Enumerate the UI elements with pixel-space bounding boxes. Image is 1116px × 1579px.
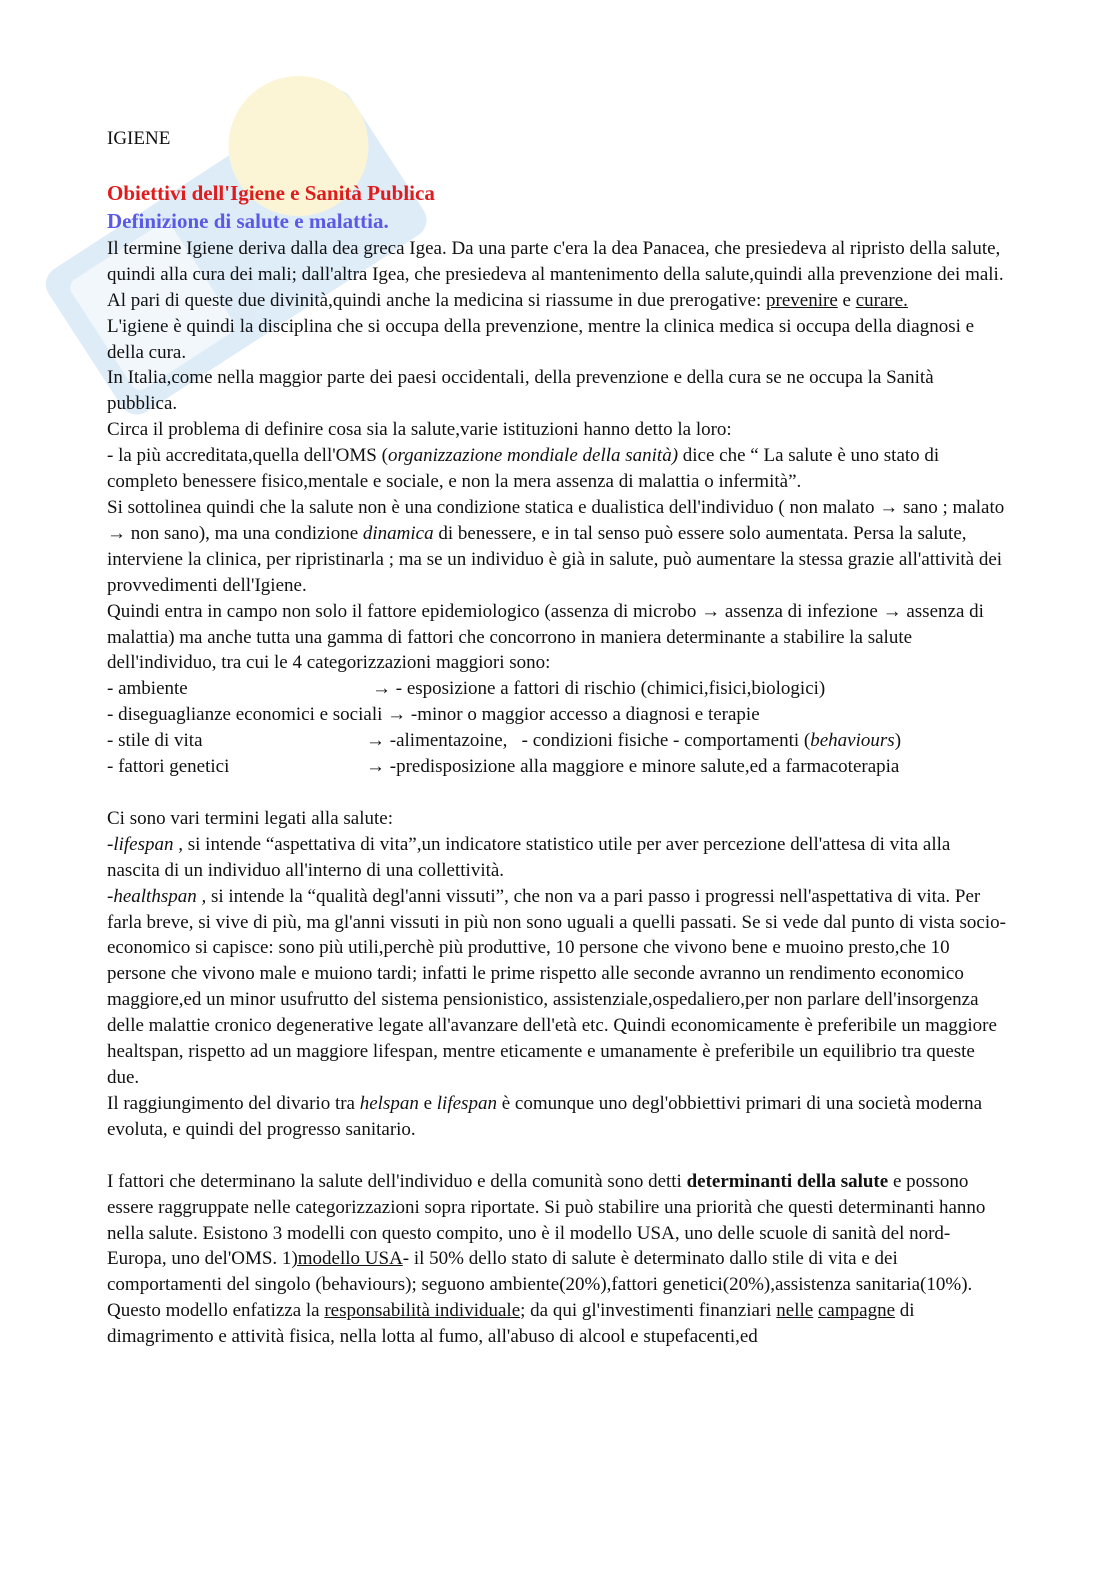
italic-helspan: helspan	[359, 1092, 419, 1114]
italic-oms: organizzazione mondiale della sanità)	[387, 445, 679, 467]
text: e	[418, 1092, 437, 1114]
factor-effect	[366, 728, 901, 754]
document-label: IGIENE	[107, 128, 171, 149]
text: di dimagrimento e attività fisica, nella lotta al fumo, all'abuso di alcool e stupefacenti,ed	[107, 1300, 915, 1348]
paragraph-igiene: L'igiene è quindi la disciplina che si occupa della prevenzione, mentre la clinica medica si occupa della diagnosi e della cura.	[107, 315, 975, 363]
factor-effect: → -predisposizione alla maggiore e minore salute,ed a farmacoterapia	[366, 756, 900, 778]
spacer	[107, 780, 1007, 806]
text: → -alimentazoine, - condizioni fisiche - comportamenti (	[366, 730, 811, 752]
text: )	[894, 730, 902, 752]
factor-row	[107, 754, 1007, 780]
factor-effect: → - esposizione a fattori di rischio (chimici,fisici,biologici)	[372, 678, 826, 700]
factor-name: - ambiente	[107, 678, 188, 700]
factor-row	[107, 728, 1007, 754]
paragraph-determinanti	[107, 1169, 1007, 1350]
paragraph-fattori: Quindi entra in campo non solo il fattore epidemiologico (assenza di microbo → assenza di infezione → assenza di malattia) ma anche tutta una gamma di fattori che concorrono in maniera determinante a stabilire la salute dell'individuo, tra cui le 4 categorizzazioni maggiori sono:	[107, 600, 984, 674]
text: si intende la “qualità degl'anni vissuti”, che non va a pari passo i progressi nell'aspettativa di vita. Per farla breve, si vive di più, ma gl'anni vissuti in più non sono uguali a quelli passati. Se si vede dal punto di vista socio-economico si capisce: sono più utili,perchè più produttive, 10 persone che vivono bene e muoino presto,che 10 persone che vivono male e muiono tardi; infatti le prime rispetto alle seconde avranno un rendimento economico maggiore,ed un minor usufrutto del sistema pensionistico, assistenziale,ospedaliero,per non parlare dell'insorgenza delle malattie cronico degenerative legate all'avanzare dell'età etc. Quindi economicamente è preferibile un maggiore healtspan, rispetto ad un maggiore lifespan, mentre eticamente e umanamente è preferibile un equilibrio tra queste due.	[107, 885, 1006, 1088]
factor-name: - fattori genetici	[107, 756, 230, 778]
paragraph-definizione: Circa il problema di definire cosa sia la salute,varie istituzioni hanno detto la loro:	[107, 419, 732, 441]
italic-behaviours: behaviours	[810, 730, 895, 752]
paragraph-lifespan	[107, 832, 1007, 884]
factor-name: - diseguaglianze economici e sociali	[107, 704, 388, 726]
text: si intende “aspettativa di vita”,un indicatore statistico utile per aver percezione dell'attesa di vita alla nascita di un individuo all'interno di una collettività.	[107, 833, 951, 881]
factor-name: - stile di vita	[107, 730, 203, 752]
text: è comunque uno degl'obbiettivi primari di una società moderna evoluta, e quindi del progresso sanitario.	[107, 1092, 983, 1140]
text: Il termine Igiene deriva dalla dea greca Igea. Da una parte c'era la dea Panacea, che presiedeva al ripristo della salute, quindi alla cura dei mali; dall'altra Igea, che presiedeva al mantenimento della salute,quindi alla prevenzione dei mali. Al pari di queste due divinità,quindi anche la medicina si riassume in due prerogative:	[107, 237, 1004, 311]
text: Il raggiungimento del divario tra	[107, 1092, 360, 1114]
spacer	[107, 1143, 1007, 1169]
underlined-modello-usa: )modello USA	[291, 1248, 403, 1270]
italic-healthspan: -healthspan ,	[107, 885, 207, 907]
paragraph-origin	[107, 236, 1007, 314]
section-title: Obiettivi dell'Igiene e Sanità Publica	[107, 180, 435, 205]
italic-lifespan: -lifespan ,	[107, 833, 183, 855]
section-subtitle: Definizione di salute e malattia.	[107, 208, 389, 233]
text: ; da qui gl'investimenti finanziari	[520, 1300, 777, 1322]
text: dice che “ La salute è uno stato di completo benessere fisico,mentale e sociale, e non la mera assenza di malattia o infermità”.	[107, 445, 940, 493]
bold-determinanti: determinanti della salute	[686, 1170, 889, 1192]
underlined-responsabilita: responsabilità individuale	[324, 1300, 521, 1322]
italic-lifespan-2: lifespan	[436, 1092, 497, 1114]
factor-row	[107, 702, 1007, 728]
paragraph-italia: In Italia,come nella maggior parte dei paesi occidentali, della prevenzione e della cura se ne occupa la Sanità pubblica.	[107, 367, 934, 415]
paragraph-healthspan	[107, 884, 1007, 1091]
underlined-prevenire: prevenire	[766, 289, 838, 311]
paragraph-oms	[107, 443, 1007, 495]
paragraph-termini: Ci sono vari termini legati alla salute:	[107, 807, 393, 829]
paragraph-divario	[107, 1091, 1007, 1143]
text: e	[837, 289, 856, 311]
paragraph-dinamica	[107, 495, 1007, 599]
text: I fattori che determinano la salute dell'individuo e della comunità sono detti	[107, 1170, 687, 1192]
factor-effect: → -minor o maggior accesso a diagnosi e terapie	[387, 704, 760, 726]
underlined-campagne: campagne	[817, 1300, 895, 1322]
underlined-curare: curare.	[855, 289, 908, 311]
text: e possono essere raggruppate nelle categorizzazioni sopra riportate. Si può stabilire una priorità che questi determinanti hanno nella salute. Esistono 3 modelli con questo compito, uno è il modello USA, uno delle scuole di sanità del nord-Europa, uno del'OMS. 1	[107, 1170, 986, 1270]
text: - il 50% dello stato di salute è determinato dallo stile di vita e dei comportamenti del singolo (behaviours); seguono ambiente(20%),fattori genetici(20%),assistenza sanitaria(10%). Questo modello enfatizza la	[107, 1248, 973, 1322]
text: di benessere, e in tal senso può essere solo aumentata. Persa la salute, interviene la clinica, per ripristinarla ; ma se un individuo è già in salute, può aumentare la stessa grazie all'attività dei provvedimenti dell'Igiene.	[107, 522, 1003, 596]
factor-row	[107, 676, 1007, 702]
italic-dinamica: dinamica	[362, 522, 434, 544]
text: Si sottolinea quindi che la salute non è una condizione statica e dualistica dell'individuo ( non malato → sano ; malato → non sano), ma una condizione	[107, 496, 1005, 544]
document-page	[107, 126, 1007, 1350]
underlined-nelle: nelle	[776, 1300, 814, 1322]
text: - la più accreditata,quella dell'OMS (	[107, 445, 388, 467]
